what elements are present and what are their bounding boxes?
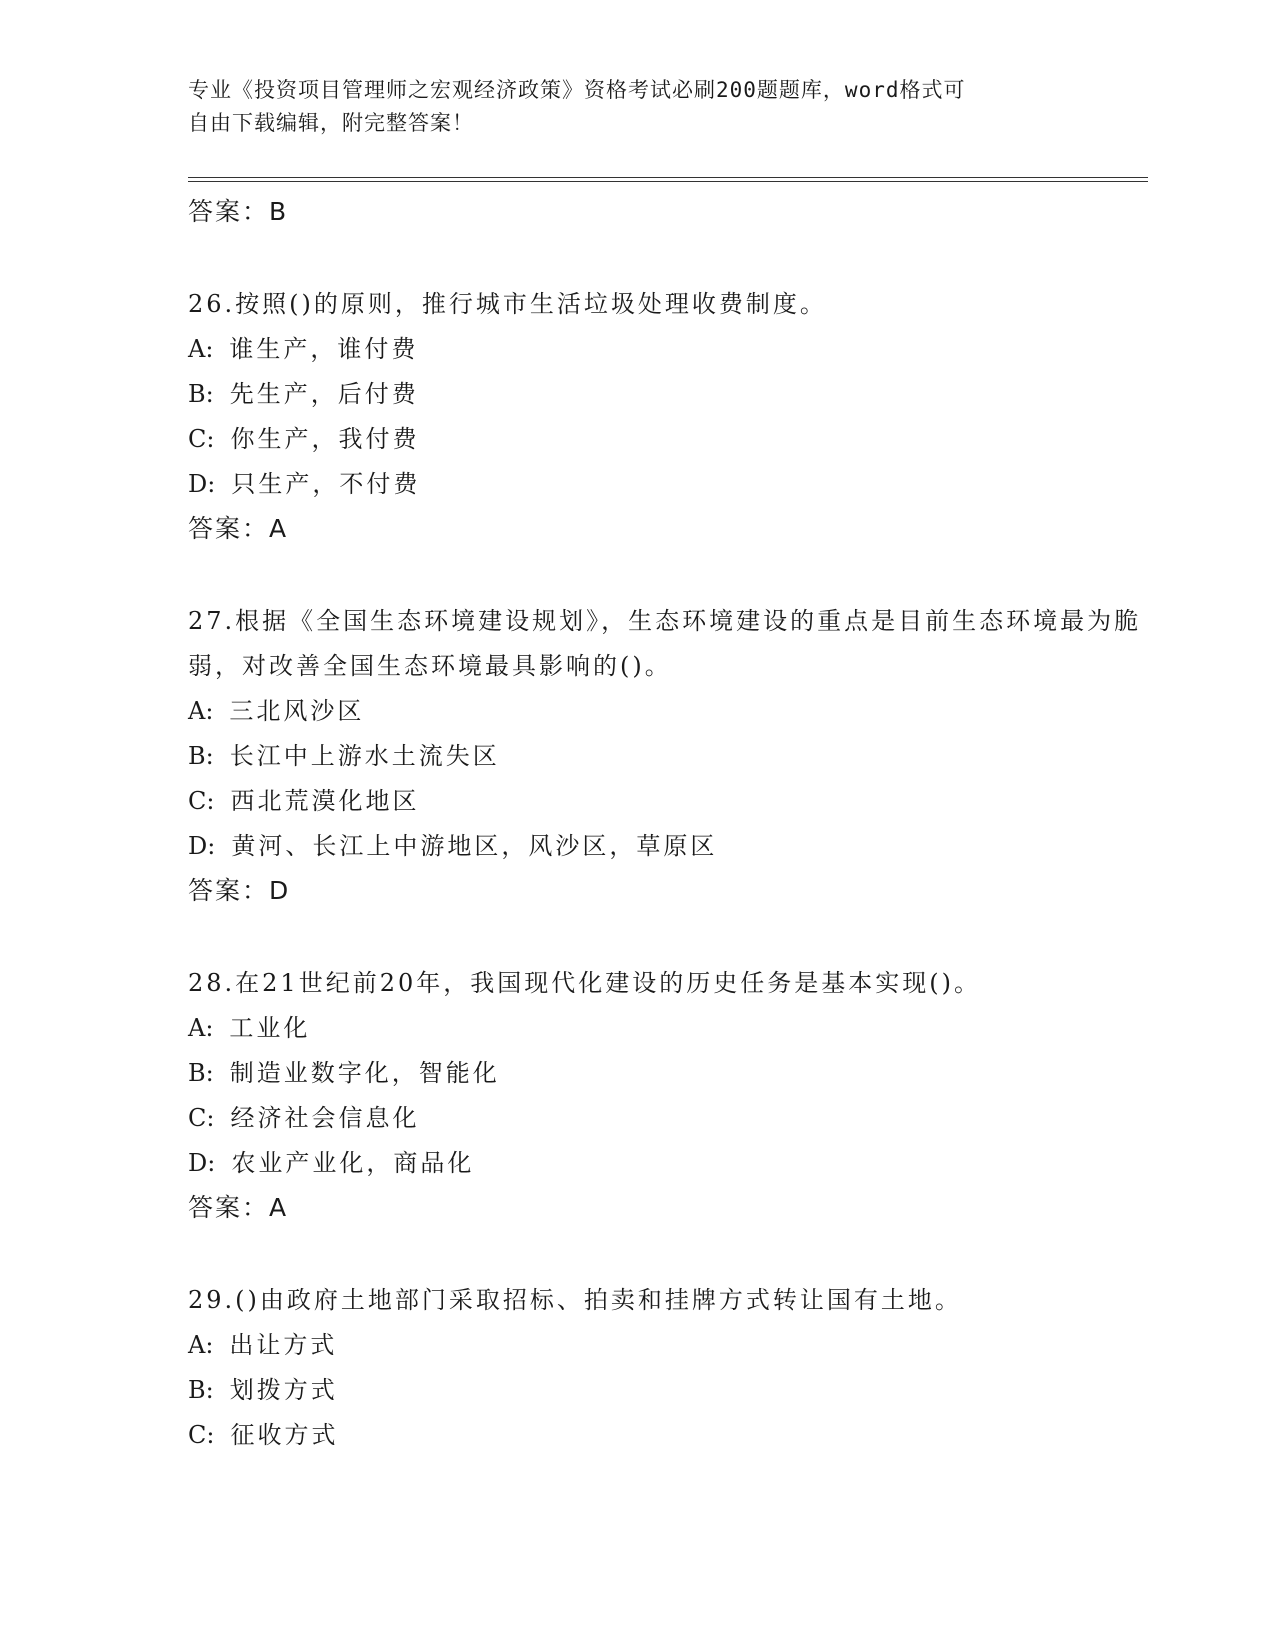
question-stem: 27.根据《全国生态环境建设规划》，生态环境建设的重点是目前生态环境最为脆弱，对改善全国生态环境最具影响的()。	[188, 607, 1142, 680]
header-line-2: 自由下载编辑，附完整答案！	[188, 111, 474, 135]
question-block-26	[188, 282, 1148, 551]
option-letter: C:	[188, 787, 215, 815]
option-text: 征收方式	[230, 1421, 339, 1449]
option-d	[188, 824, 1148, 869]
answer-line: 答案：A	[188, 514, 289, 543]
question-block-27	[188, 599, 1148, 913]
option-d	[188, 462, 1148, 507]
question-block-28	[188, 961, 1148, 1230]
option-c	[188, 779, 1148, 824]
option-text: 三北风沙区	[229, 697, 365, 725]
spacer	[188, 234, 1148, 282]
option-text: 经济社会信息化	[230, 1104, 420, 1132]
option-text: 出让方式	[229, 1331, 338, 1359]
option-text: 只生产，不付费	[231, 470, 421, 498]
option-letter: B:	[188, 380, 214, 408]
question-block-29	[188, 1278, 1148, 1458]
option-b	[188, 734, 1148, 779]
option-a	[188, 1006, 1148, 1051]
option-c	[188, 417, 1148, 462]
option-letter: C:	[188, 1104, 215, 1132]
question-stem: 28.在21世纪前20年，我国现代化建设的历史任务是基本实现()。	[188, 969, 981, 997]
option-c	[188, 1413, 1148, 1458]
option-letter: D:	[188, 1149, 216, 1177]
option-a	[188, 1323, 1148, 1368]
option-text: 西北荒漠化地区	[230, 787, 420, 815]
option-b	[188, 1051, 1148, 1096]
option-c	[188, 1096, 1148, 1141]
option-b	[188, 372, 1148, 417]
option-text: 工业化	[229, 1014, 311, 1042]
option-text: 农业产业化，商品化	[231, 1149, 475, 1177]
answer-line: 答案：D	[188, 876, 291, 905]
option-letter: D:	[188, 470, 216, 498]
previous-answer: 答案：B	[188, 197, 289, 226]
option-letter: B:	[188, 742, 214, 770]
option-a	[188, 327, 1148, 372]
option-letter: D:	[188, 832, 216, 860]
spacer	[188, 913, 1148, 961]
question-stem: 26.按照()的原则，推行城市生活垃圾处理收费制度。	[188, 290, 827, 318]
option-text: 长江中上游水土流失区	[229, 742, 500, 770]
option-text: 先生产，后付费	[229, 380, 419, 408]
option-text: 制造业数字化，智能化	[229, 1059, 500, 1087]
question-list	[188, 190, 1148, 1458]
header-divider	[188, 177, 1148, 182]
spacer	[188, 551, 1148, 599]
option-letter: A:	[188, 697, 214, 725]
option-b	[188, 1368, 1148, 1413]
option-letter: C:	[188, 425, 215, 453]
option-letter: A:	[188, 1014, 214, 1042]
page-header	[188, 74, 1088, 140]
answer-line: 答案：A	[188, 1193, 289, 1222]
option-d	[188, 1141, 1148, 1186]
option-a	[188, 689, 1148, 734]
option-text: 你生产，我付费	[230, 425, 420, 453]
option-letter: A:	[188, 1331, 214, 1359]
header-line-1: 专业《投资项目管理师之宏观经济政策》资格考试必刷200题题库，word格式可	[188, 78, 966, 102]
option-letter: B:	[188, 1059, 214, 1087]
option-letter: A:	[188, 335, 214, 363]
option-letter: B:	[188, 1376, 214, 1404]
spacer	[188, 1230, 1148, 1278]
option-letter: C:	[188, 1421, 215, 1449]
option-text: 黄河、长江上中游地区，风沙区，草原区	[231, 832, 718, 860]
option-text: 划拨方式	[229, 1376, 338, 1404]
option-text: 谁生产，谁付费	[229, 335, 419, 363]
question-stem: 29.()由政府土地部门采取招标、拍卖和挂牌方式转让国有土地。	[188, 1286, 962, 1314]
